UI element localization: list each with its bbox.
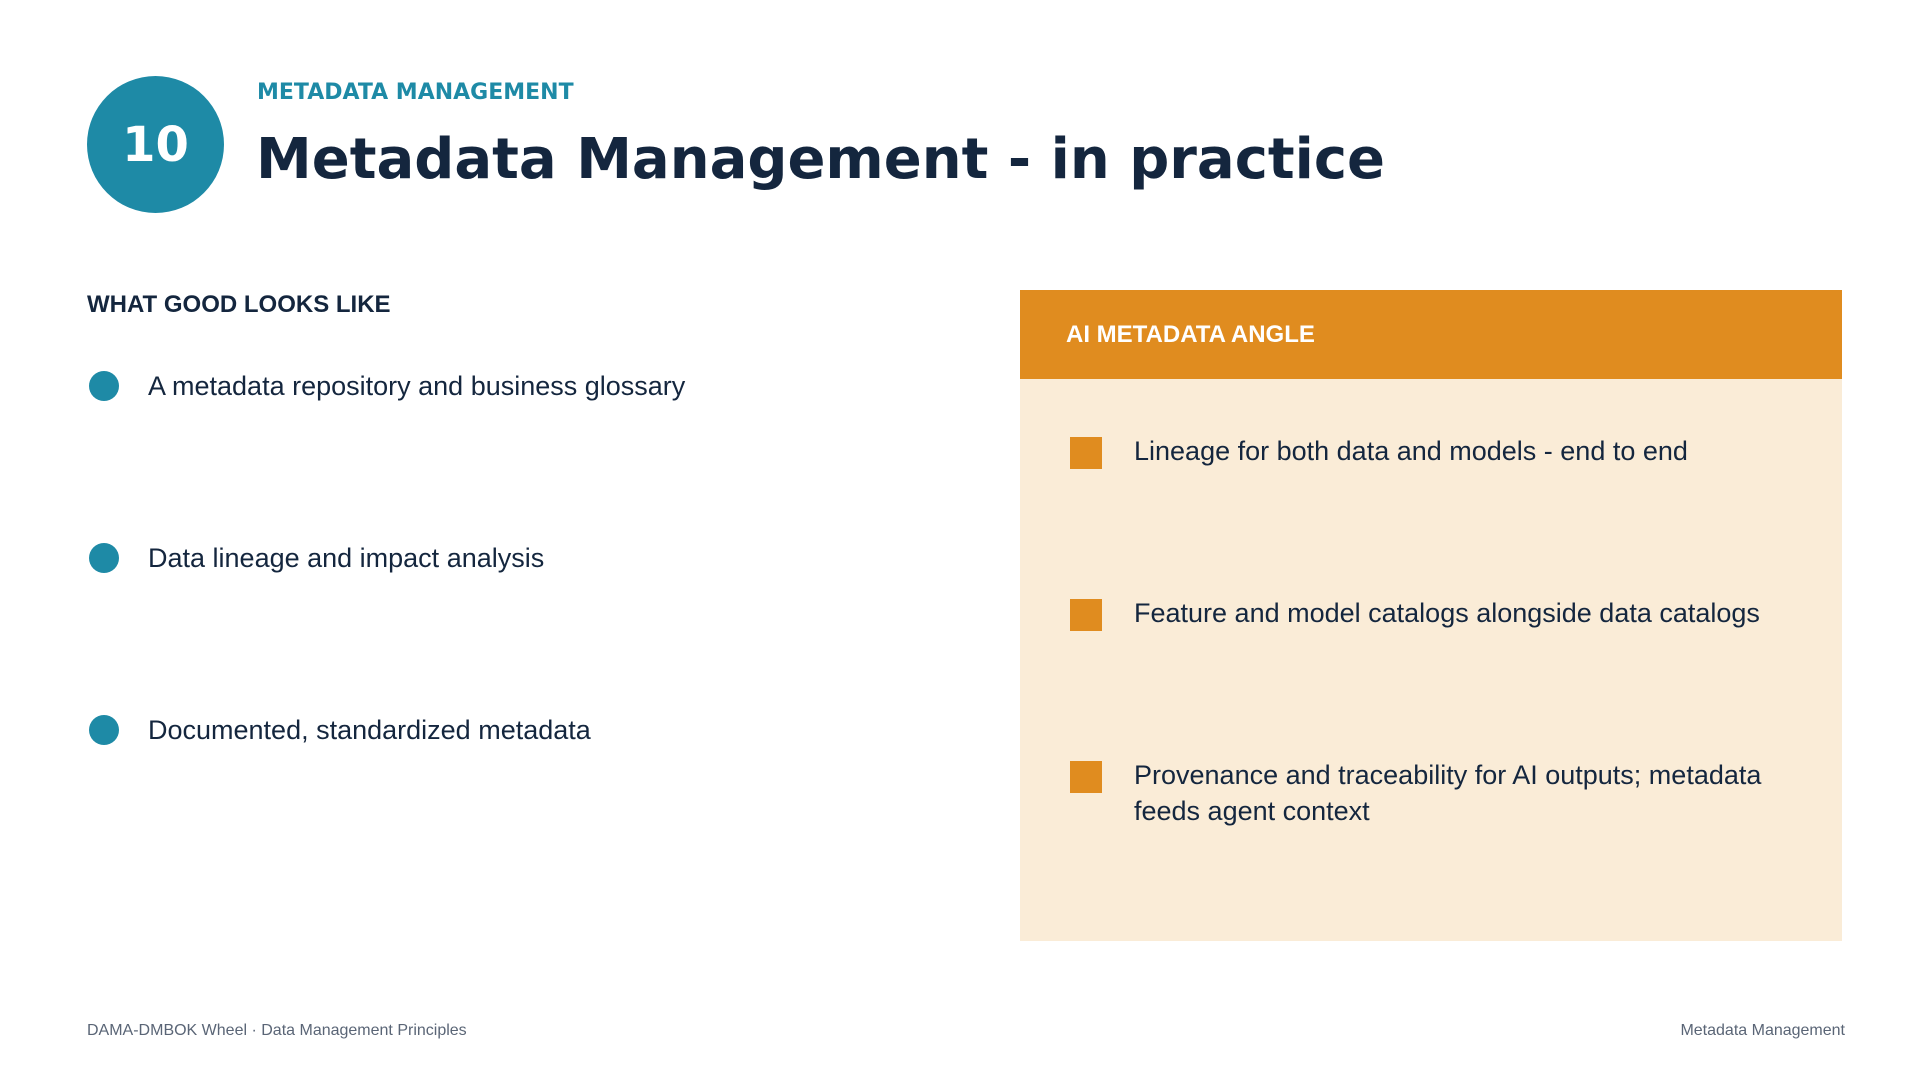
slide-title: Metadata Management - in practice: [256, 127, 1386, 192]
good-list-item: [87, 710, 591, 750]
good-list-item: [87, 538, 545, 578]
bullet-dot-icon: [89, 715, 119, 745]
good-item-text: Documented, standardized metadata: [148, 715, 591, 745]
footer-source: DAMA-DMBOK Wheel · Data Management Principles: [87, 1022, 467, 1039]
section-eyebrow: METADATA MANAGEMENT: [257, 80, 574, 105]
slide-number-badge: [87, 76, 224, 213]
bullet-dot-icon: [89, 543, 119, 573]
bullet-square-icon: [1070, 599, 1102, 631]
good-item-text: A metadata repository and business glossary: [148, 371, 686, 401]
slide-number: 10: [122, 116, 189, 173]
good-list-item: [87, 366, 686, 406]
good-item-text: Data lineage and impact analysis: [148, 543, 545, 573]
bullet-square-icon: [1070, 761, 1102, 793]
ai-panel-header: [1020, 290, 1842, 379]
ai-panel-heading: AI METADATA ANGLE: [1066, 321, 1315, 348]
footer-section: Metadata Management: [1680, 1022, 1845, 1039]
ai-item-text: Feature and model catalogs alongside data catalogs: [1134, 598, 1760, 628]
bullet-square-icon: [1070, 437, 1102, 469]
ai-item-text: Lineage for both data and models - end to end: [1134, 436, 1688, 466]
bullet-dot-icon: [89, 371, 119, 401]
good-heading: WHAT GOOD LOOKS LIKE: [87, 291, 391, 318]
ai-panel-body: [1020, 379, 1842, 941]
ai-item-text: Provenance and traceability for AI outputs; metadata feeds agent context: [1134, 760, 1762, 826]
